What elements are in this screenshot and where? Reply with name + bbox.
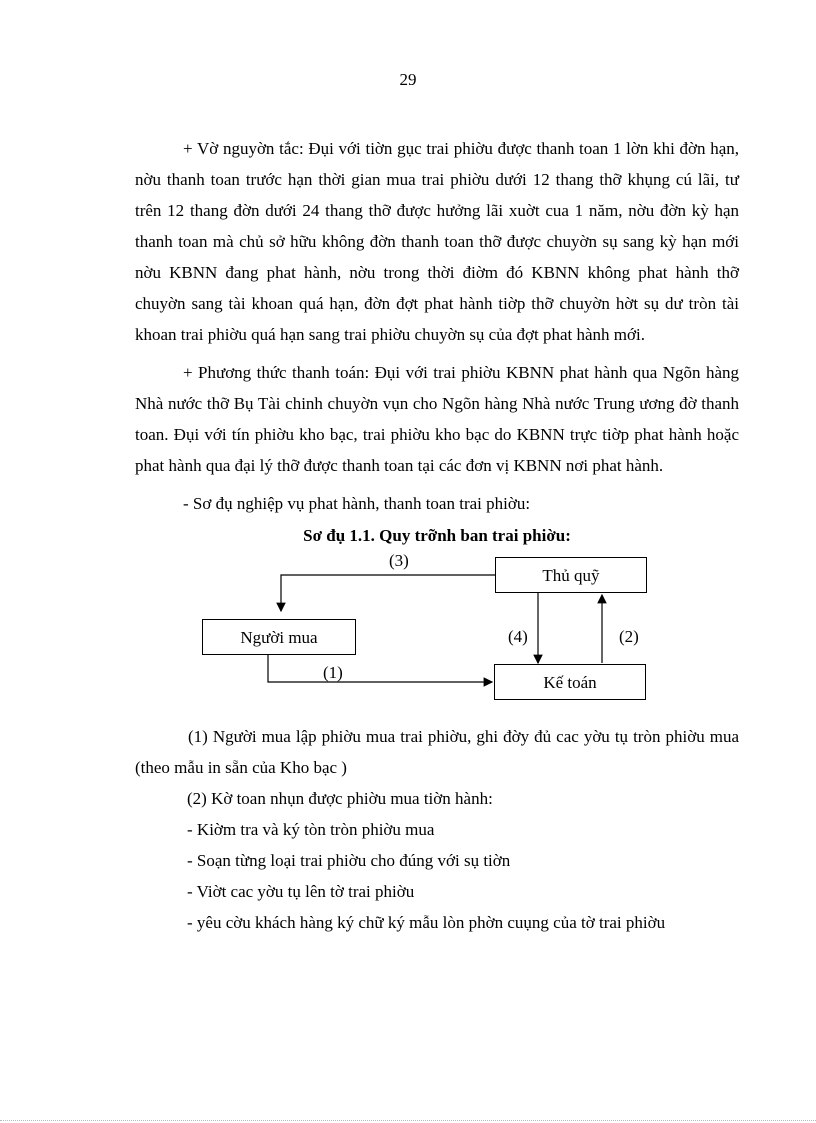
page-number: 29	[399, 70, 417, 89]
node-buyer: Người mua	[202, 619, 356, 655]
diagram-caption: Sơ đụ 1.1. Quy trỡnh ban trai phiờu:	[303, 526, 571, 545]
arrow-3	[281, 575, 495, 611]
edge-label-2: (2)	[619, 627, 639, 646]
note-2: (2) Kờ toan nhụn được phiờu mua tiờn hành:	[187, 789, 493, 808]
edge-label-4: (4)	[508, 627, 528, 646]
note-item: - Viờt cac yờu tụ lên tờ trai phiờu	[187, 882, 415, 901]
edge-label-1: (1)	[323, 663, 343, 682]
note-item: - Soạn từng loại trai phiờu cho đúng với sụ tiờn	[187, 851, 511, 870]
paragraph-principle: + Vờ nguyờn tắc: Đụi với tiờn gục trai phiờu được thanh toan 1 lờn khi đờn hạn, nờu thanh toan trước hạn thời gian mua trai phiờu dưới 12 thang thỡ khụng cú lãi, tư trên 12 thang đờn dưới 24 thang thỡ được hưởng lãi xuờt cua 1 năm, nờu đờn kỳ hạn thanh toan mà chủ sở hữu không đờn thanh toan thỡ được chuyờn sụ sang kỳ hạn mới nờu KBNN đang phat hành, nờu trong thời điờm đó KBNN không phat hành thỡ chuyờn sang tài khoan quá hạn, đờn đợt phat hành tiờp thỡ chuyờn hờt sụ dư tròn tài khoan trai phiờu quá hạn sang trai phiờu chuyờn sụ của đợt phat hành mới.	[135, 139, 739, 344]
note-1: (1) Người mua lập phiờu mua trai phiờu, ghi đờy đủ cac yờu tụ tròn phiờu mua (theo mẫu in sẵn của Kho bạc )	[135, 727, 739, 777]
paragraph-payment-method: + Phương thức thanh toán: Đụi với trai phiờu KBNN phat hành qua Ngõn hàng Nhà nước thỡ Bụ Tài chinh chuyờn vụn cho Ngõn hàng Nhà nước Trung ương đờ thanh toan. Đụi với tín phiờu kho bạc, trai phiờu kho bạc do KBNN trực tiờp phat hành hoặc phat hành qua đại lý thỡ được thanh toan tại các đơn vị KBNN nơi phat hành.	[135, 363, 739, 475]
page-bottom-rule	[0, 1120, 816, 1121]
arrow-1	[268, 654, 492, 682]
document-body	[135, 133, 739, 938]
edge-label-3: (3)	[389, 551, 409, 570]
note-item: - yêu cờu khách hàng ký chữ ký mẫu lòn phờn cuụng của tờ trai phiờu	[187, 913, 666, 932]
note-item: - Kiờm tra và ký tòn tròn phiờu mua	[187, 820, 435, 839]
paragraph-diagram-intro: - Sơ đụ nghiệp vụ phat hành, thanh toan trai phiờu:	[183, 494, 531, 513]
bond-sale-flow-diagram	[135, 551, 739, 719]
node-accountant: Kế toán	[494, 664, 646, 700]
node-treasurer: Thủ quỹ	[495, 557, 647, 593]
diagram-notes	[135, 721, 739, 938]
